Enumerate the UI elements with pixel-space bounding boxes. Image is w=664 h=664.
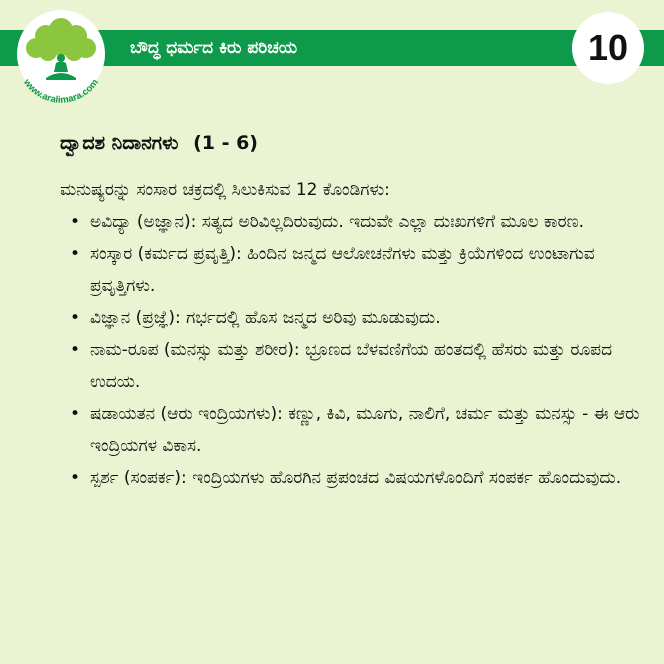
bullet-icon: •: [70, 404, 81, 424]
list-item: [60, 206, 650, 238]
list-item-text: ಸಂಸ್ಕಾರ (ಕರ್ಮದ ಪ್ರವೃತ್ತಿ): ಹಿಂದಿನ ಜನ್ಮದ ಆಲೋಚನೆಗಳು ಮತ್ತು ಕ್ರಿಯೆಗಳಿಂದ ಉಂಟಾಗುವ ಪ್ರವೃತ್ತಿಗಳು.: [90, 244, 595, 296]
list-item: [60, 334, 650, 398]
list-item-text: ಸ್ಪರ್ಶ (ಸಂಪರ್ಕ): ಇಂದ್ರಿಯಗಳು ಹೊರಗಿನ ಪ್ರಪಂಚದ ವಿಷಯಗಳೊಂದಿಗೆ ಸಂಪರ್ಕ ಹೊಂದುವುದು.: [90, 468, 622, 488]
list-item-text: ನಾಮ-ರೂಪ (ಮನಸ್ಸು ಮತ್ತು ಶರೀರ): ಭ್ರೂಣದ ಬೆಳವಣಿಗೆಯ ಹಂತದಲ್ಲಿ ಹೆಸರು ಮತ್ತು ರೂಪದ ಉದಯ.: [90, 340, 613, 392]
intro-text: ಮನುಷ್ಯರನ್ನು ಸಂಸಾರ ಚಕ್ರದಲ್ಲಿ ಸಿಲುಕಿಸುವ 12 ಕೊಂಡಿಗಳು:: [60, 180, 390, 200]
list-item-text: ಷಡಾಯತನ (ಆರು ಇಂದ್ರಿಯಗಳು): ಕಣ್ಣು, ಕಿವಿ, ಮೂಗು, ನಾಲಿಗೆ, ಚರ್ಮ ಮತ್ತು ಮನಸ್ಸು - ಈ ಆರು ಇಂದ್ರಿಯಗಳ ವಿಕಾಸ.: [90, 404, 640, 456]
section-range: (1 - 6): [193, 132, 258, 154]
svg-text:www.aralimara.com: www.aralimara.com: [21, 77, 101, 106]
tree-logo-icon: [6, 6, 116, 116]
list-item-text: ವಿಜ್ಞಾನ (ಪ್ರಜ್ಞೆ): ಗರ್ಭದಲ್ಲಿ ಹೊಸ ಜನ್ಮದ ಅರಿವು ಮೂಡುವುದು.: [90, 308, 441, 328]
nidana-list: [60, 206, 650, 494]
list-item: [60, 462, 650, 494]
list-item: [60, 302, 650, 334]
main-content: [60, 132, 650, 494]
list-item: [60, 398, 650, 462]
list-item: [60, 238, 650, 302]
section-heading: [60, 132, 650, 154]
page-number-badge: 10: [572, 12, 644, 84]
section-title: ದ್ವಾದಶ ನಿದಾನಗಳು: [60, 132, 179, 154]
list-item-text: ಅವಿದ್ಯಾ (ಅಜ್ಞಾನ): ಸತ್ಯದ ಅರಿವಿಲ್ಲದಿರುವುದು. ಇದುವೇ ಎಲ್ಲಾ ದುಃಖಗಳಿಗೆ ಮೂಲ ಕಾರಣ.: [90, 212, 585, 232]
bullet-icon: •: [70, 468, 81, 488]
bullet-icon: •: [70, 340, 81, 360]
bullet-icon: •: [70, 212, 81, 232]
bullet-icon: •: [70, 308, 81, 328]
banner-title: ಬೌದ್ಧ ಧರ್ಮದ ಕಿರು ಪರಿಚಯ: [130, 38, 298, 58]
bullet-icon: •: [70, 244, 81, 264]
